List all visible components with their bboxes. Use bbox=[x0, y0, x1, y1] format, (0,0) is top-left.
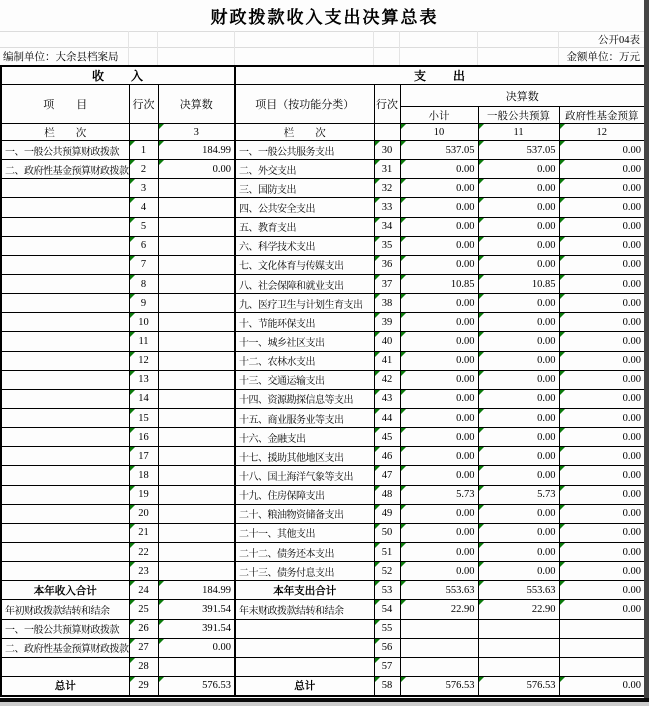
header-expenditure-amount-group[interactable]: 决算数 bbox=[400, 85, 645, 107]
cell-expenditure-general[interactable]: 0.00 bbox=[478, 294, 559, 313]
cell-expenditure-fund[interactable]: 0.00 bbox=[559, 160, 645, 179]
cell-income-item[interactable] bbox=[1, 504, 129, 523]
cell-income-amount[interactable] bbox=[158, 542, 235, 561]
cell-expenditure-subtotal[interactable]: 0.00 bbox=[400, 198, 478, 217]
table-row bbox=[1, 294, 645, 313]
table-row bbox=[1, 370, 645, 389]
column-index-blank[interactable] bbox=[374, 124, 400, 141]
header-gov-fund-budget[interactable]: 政府性基金预算 bbox=[559, 107, 645, 124]
cell-income-amount[interactable] bbox=[158, 351, 235, 370]
cell-expenditure-line-no[interactable]: 56 bbox=[374, 638, 400, 657]
cell-expenditure-item[interactable]: 十四、资源勘探信息等支出 bbox=[235, 389, 374, 408]
cell-expenditure-general[interactable]: 0.00 bbox=[478, 447, 559, 466]
cell-income-amount[interactable] bbox=[158, 294, 235, 313]
cell-expenditure-line-no[interactable]: 33 bbox=[374, 198, 400, 217]
cell-expenditure-general[interactable] bbox=[478, 619, 559, 638]
cell-income-line-no[interactable]: 11 bbox=[129, 332, 158, 351]
cell-income-amount[interactable]: 576.53 bbox=[158, 676, 235, 695]
cell-expenditure-item[interactable]: 一、一般公共服务支出 bbox=[235, 141, 374, 160]
cell-income-item[interactable] bbox=[1, 217, 129, 236]
column-index-income-amount[interactable]: 3 bbox=[158, 124, 235, 141]
cell-expenditure-subtotal[interactable]: 0.00 bbox=[400, 332, 478, 351]
table-row bbox=[1, 600, 645, 619]
cell-income-item[interactable] bbox=[1, 485, 129, 504]
table-row bbox=[1, 313, 645, 332]
cell-expenditure-item[interactable]: 年末财政拨款结转和结余 bbox=[235, 600, 374, 619]
cell-income-amount[interactable] bbox=[158, 408, 235, 427]
cell-expenditure-general[interactable]: 0.00 bbox=[478, 332, 559, 351]
table-row bbox=[1, 676, 645, 695]
cell-expenditure-item[interactable]: 二、外交支出 bbox=[235, 160, 374, 179]
cell-expenditure-line-no[interactable]: 36 bbox=[374, 255, 400, 274]
table-row bbox=[1, 466, 645, 485]
cell-expenditure-subtotal[interactable] bbox=[400, 619, 478, 638]
cell-income-amount[interactable] bbox=[158, 657, 235, 676]
cell-expenditure-fund[interactable] bbox=[559, 657, 645, 676]
cell-expenditure-line-no[interactable]: 49 bbox=[374, 504, 400, 523]
cell-expenditure-item[interactable]: 十一、城乡社区支出 bbox=[235, 332, 374, 351]
cell-expenditure-general[interactable]: 0.00 bbox=[478, 160, 559, 179]
cell-expenditure-line-no[interactable]: 40 bbox=[374, 332, 400, 351]
cell-expenditure-subtotal[interactable]: 0.00 bbox=[400, 466, 478, 485]
cell-income-amount[interactable] bbox=[158, 523, 235, 542]
cell-expenditure-line-no[interactable]: 41 bbox=[374, 351, 400, 370]
cell-expenditure-line-no[interactable]: 52 bbox=[374, 562, 400, 581]
cell-income-amount[interactable] bbox=[158, 447, 235, 466]
cell-income-amount[interactable] bbox=[158, 198, 235, 217]
cell-income-line-no[interactable]: 1 bbox=[129, 141, 158, 160]
cell-expenditure-general[interactable]: 576.53 bbox=[478, 676, 559, 695]
cell-expenditure-fund[interactable]: 0.00 bbox=[559, 581, 645, 600]
cell-expenditure-line-no[interactable]: 37 bbox=[374, 274, 400, 293]
cell-expenditure-item[interactable]: 二十、粮油物资储备支出 bbox=[235, 504, 374, 523]
cell-expenditure-general[interactable]: 0.00 bbox=[478, 255, 559, 274]
cell-income-line-no[interactable]: 28 bbox=[129, 657, 158, 676]
cell-income-line-no[interactable]: 18 bbox=[129, 466, 158, 485]
cell-expenditure-item[interactable] bbox=[235, 638, 374, 657]
table-row bbox=[1, 619, 645, 638]
table-row bbox=[1, 523, 645, 542]
cell-expenditure-general[interactable]: 10.85 bbox=[478, 274, 559, 293]
table-row bbox=[1, 485, 645, 504]
cell-expenditure-line-no[interactable]: 53 bbox=[374, 581, 400, 600]
cell-expenditure-line-no[interactable]: 55 bbox=[374, 619, 400, 638]
cell-expenditure-subtotal[interactable]: 0.00 bbox=[400, 428, 478, 447]
cell-income-amount[interactable] bbox=[158, 428, 235, 447]
sheet-code-label: 公开04表 bbox=[598, 35, 640, 46]
table-row bbox=[1, 542, 645, 561]
cell-income-amount[interactable] bbox=[158, 466, 235, 485]
cell-income-amount[interactable] bbox=[158, 389, 235, 408]
cell-expenditure-general[interactable]: 0.00 bbox=[478, 179, 559, 198]
table-row bbox=[1, 638, 645, 657]
cell-income-amount[interactable] bbox=[158, 236, 235, 255]
cell-income-item[interactable]: 一、一般公共预算财政拨款 bbox=[1, 619, 129, 638]
cell-income-amount[interactable]: 0.00 bbox=[158, 638, 235, 657]
cell-expenditure-subtotal[interactable]: 0.00 bbox=[400, 236, 478, 255]
cell-income-amount[interactable]: 184.99 bbox=[158, 141, 235, 160]
cell-expenditure-item[interactable]: 二十二、债务还本支出 bbox=[235, 542, 374, 561]
cell-expenditure-subtotal[interactable]: 10.85 bbox=[400, 274, 478, 293]
cell-expenditure-subtotal[interactable]: 0.00 bbox=[400, 313, 478, 332]
cell-income-item[interactable] bbox=[1, 447, 129, 466]
cell-income-item[interactable]: 年初财政拨款结转和结余 bbox=[1, 600, 129, 619]
cell-expenditure-item[interactable]: 十六、金融支出 bbox=[235, 428, 374, 447]
cell-expenditure-general[interactable] bbox=[478, 657, 559, 676]
cell-expenditure-subtotal[interactable]: 0.00 bbox=[400, 562, 478, 581]
cell-expenditure-fund[interactable] bbox=[559, 619, 645, 638]
cell-expenditure-line-no[interactable]: 44 bbox=[374, 408, 400, 427]
cell-expenditure-subtotal[interactable]: 0.00 bbox=[400, 294, 478, 313]
table-row bbox=[1, 332, 645, 351]
cell-expenditure-subtotal[interactable]: 0.00 bbox=[400, 504, 478, 523]
final-accounts-table bbox=[0, 65, 646, 697]
column-index-label-income[interactable]: 栏 次 bbox=[1, 124, 129, 141]
faint-gridline bbox=[234, 31, 235, 65]
cell-expenditure-subtotal[interactable]: 0.00 bbox=[400, 351, 478, 370]
cell-expenditure-line-no[interactable]: 32 bbox=[374, 179, 400, 198]
table-row bbox=[1, 255, 645, 274]
faint-gridline bbox=[558, 31, 559, 65]
cell-expenditure-line-no[interactable]: 35 bbox=[374, 236, 400, 255]
cell-expenditure-fund[interactable]: 0.00 bbox=[559, 179, 645, 198]
cell-income-amount[interactable] bbox=[158, 504, 235, 523]
cell-income-item[interactable] bbox=[1, 657, 129, 676]
cell-expenditure-fund[interactable]: 0.00 bbox=[559, 523, 645, 542]
cell-expenditure-line-no[interactable]: 50 bbox=[374, 523, 400, 542]
cell-income-item[interactable]: 本年收入合计 bbox=[1, 581, 129, 600]
cell-expenditure-general[interactable]: 0.00 bbox=[478, 236, 559, 255]
prepared-by-label: 编制单位：大余县档案局 bbox=[3, 52, 119, 63]
cell-expenditure-item[interactable]: 十、节能环保支出 bbox=[235, 313, 374, 332]
cell-expenditure-subtotal[interactable]: 0.00 bbox=[400, 160, 478, 179]
cell-expenditure-item[interactable]: 本年支出合计 bbox=[235, 581, 374, 600]
cell-income-amount[interactable]: 0.00 bbox=[158, 160, 235, 179]
cell-income-line-no[interactable]: 23 bbox=[129, 562, 158, 581]
cell-income-amount[interactable]: 391.54 bbox=[158, 619, 235, 638]
page-title: 财政拨款收入支出决算总表 bbox=[210, 8, 439, 27]
cell-income-line-no[interactable]: 27 bbox=[129, 638, 158, 657]
cell-expenditure-fund[interactable]: 0.00 bbox=[559, 485, 645, 504]
cell-income-amount[interactable] bbox=[158, 313, 235, 332]
cell-expenditure-line-no[interactable]: 46 bbox=[374, 447, 400, 466]
cell-expenditure-fund[interactable]: 0.00 bbox=[559, 141, 645, 160]
table-row bbox=[1, 562, 645, 581]
cell-expenditure-item[interactable]: 十五、商业服务业等支出 bbox=[235, 408, 374, 427]
window-bottom-edge bbox=[0, 702, 649, 706]
cell-expenditure-fund[interactable]: 0.00 bbox=[559, 255, 645, 274]
faint-gridline bbox=[128, 31, 129, 65]
cell-income-amount[interactable] bbox=[158, 370, 235, 389]
cell-expenditure-item[interactable]: 二十一、其他支出 bbox=[235, 523, 374, 542]
cell-income-line-no[interactable]: 5 bbox=[129, 217, 158, 236]
cell-income-item[interactable] bbox=[1, 236, 129, 255]
cell-expenditure-subtotal[interactable]: 5.73 bbox=[400, 485, 478, 504]
cell-expenditure-line-no[interactable]: 31 bbox=[374, 160, 400, 179]
table-row bbox=[1, 179, 645, 198]
cell-expenditure-line-no[interactable]: 48 bbox=[374, 485, 400, 504]
cell-expenditure-line-no[interactable]: 45 bbox=[374, 428, 400, 447]
cell-expenditure-subtotal[interactable] bbox=[400, 657, 478, 676]
header-expenditure-line-no[interactable]: 行次 bbox=[374, 85, 400, 124]
cell-expenditure-general[interactable]: 0.00 bbox=[478, 370, 559, 389]
cell-income-line-no[interactable]: 15 bbox=[129, 408, 158, 427]
cell-income-amount[interactable] bbox=[158, 255, 235, 274]
cell-expenditure-line-no[interactable]: 54 bbox=[374, 600, 400, 619]
cell-income-line-no[interactable]: 8 bbox=[129, 274, 158, 293]
cell-expenditure-line-no[interactable]: 57 bbox=[374, 657, 400, 676]
cell-income-line-no[interactable]: 17 bbox=[129, 447, 158, 466]
cell-expenditure-subtotal[interactable]: 0.00 bbox=[400, 217, 478, 236]
table-row bbox=[1, 389, 645, 408]
cell-expenditure-line-no[interactable]: 43 bbox=[374, 389, 400, 408]
cell-expenditure-general[interactable]: 5.73 bbox=[478, 485, 559, 504]
faint-gridline bbox=[157, 31, 158, 65]
cell-income-line-no[interactable]: 9 bbox=[129, 294, 158, 313]
column-index-general[interactable]: 11 bbox=[478, 124, 559, 141]
cell-expenditure-item[interactable]: 四、公共安全支出 bbox=[235, 198, 374, 217]
cell-expenditure-fund[interactable]: 0.00 bbox=[559, 236, 645, 255]
cell-expenditure-general[interactable]: 22.90 bbox=[478, 600, 559, 619]
table-row bbox=[1, 217, 645, 236]
cell-income-item[interactable] bbox=[1, 332, 129, 351]
cell-expenditure-fund[interactable]: 0.00 bbox=[559, 600, 645, 619]
cell-income-item[interactable] bbox=[1, 274, 129, 293]
cell-income-amount[interactable] bbox=[158, 562, 235, 581]
cell-expenditure-general[interactable]: 0.00 bbox=[478, 408, 559, 427]
cell-expenditure-line-no[interactable]: 58 bbox=[374, 676, 400, 695]
cell-expenditure-fund[interactable]: 0.00 bbox=[559, 504, 645, 523]
cell-expenditure-item[interactable]: 二十三、债务付息支出 bbox=[235, 562, 374, 581]
cell-expenditure-fund[interactable]: 0.00 bbox=[559, 562, 645, 581]
cell-income-line-no[interactable]: 4 bbox=[129, 198, 158, 217]
cell-expenditure-item[interactable]: 九、医疗卫生与计划生育支出 bbox=[235, 294, 374, 313]
faint-gridline bbox=[399, 31, 400, 65]
cell-expenditure-fund[interactable]: 0.00 bbox=[559, 408, 645, 427]
cell-expenditure-line-no[interactable]: 38 bbox=[374, 294, 400, 313]
cell-expenditure-fund[interactable]: 0.00 bbox=[559, 370, 645, 389]
cell-expenditure-item[interactable]: 五、教育支出 bbox=[235, 217, 374, 236]
table-row bbox=[1, 447, 645, 466]
cell-expenditure-fund[interactable]: 0.00 bbox=[559, 313, 645, 332]
cell-income-item[interactable] bbox=[1, 351, 129, 370]
cell-expenditure-subtotal[interactable]: 537.05 bbox=[400, 141, 478, 160]
table-row bbox=[1, 141, 645, 160]
cell-income-line-no[interactable]: 6 bbox=[129, 236, 158, 255]
cell-expenditure-general[interactable]: 0.00 bbox=[478, 562, 559, 581]
cell-expenditure-general[interactable]: 0.00 bbox=[478, 351, 559, 370]
cell-expenditure-item[interactable]: 十二、农林水支出 bbox=[235, 351, 374, 370]
cell-expenditure-general[interactable]: 0.00 bbox=[478, 428, 559, 447]
table-row bbox=[1, 504, 645, 523]
cell-income-item[interactable] bbox=[1, 198, 129, 217]
cell-expenditure-general[interactable]: 0.00 bbox=[478, 504, 559, 523]
cell-expenditure-subtotal[interactable]: 0.00 bbox=[400, 523, 478, 542]
income-section-header[interactable]: 收 入 bbox=[1, 66, 235, 85]
cell-income-amount[interactable] bbox=[158, 485, 235, 504]
cell-income-item[interactable] bbox=[1, 466, 129, 485]
cell-income-item[interactable] bbox=[1, 370, 129, 389]
cell-expenditure-general[interactable]: 0.00 bbox=[478, 313, 559, 332]
cell-expenditure-subtotal[interactable]: 0.00 bbox=[400, 389, 478, 408]
cell-expenditure-item[interactable]: 六、科学技术支出 bbox=[235, 236, 374, 255]
cell-expenditure-subtotal[interactable]: 0.00 bbox=[400, 408, 478, 427]
cell-expenditure-fund[interactable]: 0.00 bbox=[559, 389, 645, 408]
header-expenditure-item[interactable]: 项目（按功能分类） bbox=[235, 85, 374, 124]
header-general-public-budget[interactable]: 一般公共预算 bbox=[478, 107, 559, 124]
cell-expenditure-fund[interactable]: 0.00 bbox=[559, 466, 645, 485]
cell-expenditure-line-no[interactable]: 42 bbox=[374, 370, 400, 389]
cell-income-item[interactable] bbox=[1, 562, 129, 581]
cell-expenditure-subtotal[interactable]: 576.53 bbox=[400, 676, 478, 695]
cell-income-line-no[interactable]: 19 bbox=[129, 485, 158, 504]
cell-expenditure-fund[interactable] bbox=[559, 638, 645, 657]
faint-gridline bbox=[477, 31, 478, 65]
cell-expenditure-subtotal[interactable]: 0.00 bbox=[400, 447, 478, 466]
table-row bbox=[1, 657, 645, 676]
cell-income-amount[interactable] bbox=[158, 179, 235, 198]
cell-expenditure-subtotal[interactable]: 0.00 bbox=[400, 179, 478, 198]
cell-expenditure-item[interactable] bbox=[235, 619, 374, 638]
cell-income-item[interactable] bbox=[1, 408, 129, 427]
column-index-subtotal[interactable]: 10 bbox=[400, 124, 478, 141]
cell-income-line-no[interactable]: 2 bbox=[129, 160, 158, 179]
cell-income-line-no[interactable]: 20 bbox=[129, 504, 158, 523]
cell-income-item[interactable]: 二、政府性基金预算财政拨款 bbox=[1, 638, 129, 657]
header-income-item[interactable]: 项 目 bbox=[1, 85, 129, 124]
meta-row-sheet-code bbox=[0, 31, 649, 48]
cell-expenditure-general[interactable] bbox=[478, 638, 559, 657]
cell-income-amount[interactable]: 391.54 bbox=[158, 600, 235, 619]
cell-expenditure-item[interactable]: 七、文化体育与传媒支出 bbox=[235, 255, 374, 274]
cell-expenditure-fund[interactable]: 0.00 bbox=[559, 676, 645, 695]
column-index-label-expenditure[interactable]: 栏 次 bbox=[235, 124, 374, 141]
window-right-edge bbox=[644, 0, 649, 698]
amount-unit-label: 金额单位：万元 bbox=[566, 52, 640, 63]
cell-expenditure-item[interactable]: 十八、国土海洋气象等支出 bbox=[235, 466, 374, 485]
column-index-fund[interactable]: 12 bbox=[559, 124, 645, 141]
cell-income-line-no[interactable]: 14 bbox=[129, 389, 158, 408]
cell-expenditure-fund[interactable]: 0.00 bbox=[559, 294, 645, 313]
cell-expenditure-item[interactable]: 八、社会保障和就业支出 bbox=[235, 274, 374, 293]
expenditure-section-header[interactable]: 支 出 bbox=[235, 66, 645, 85]
cell-income-line-no[interactable]: 3 bbox=[129, 179, 158, 198]
cell-expenditure-line-no[interactable]: 30 bbox=[374, 141, 400, 160]
cell-expenditure-general[interactable]: 553.63 bbox=[478, 581, 559, 600]
cell-expenditure-general[interactable]: 0.00 bbox=[478, 542, 559, 561]
cell-income-line-no[interactable]: 10 bbox=[129, 313, 158, 332]
cell-expenditure-general[interactable]: 0.00 bbox=[478, 389, 559, 408]
meta-row-unit bbox=[0, 48, 649, 65]
cell-income-item[interactable] bbox=[1, 179, 129, 198]
cell-income-item[interactable] bbox=[1, 255, 129, 274]
cell-expenditure-fund[interactable]: 0.00 bbox=[559, 542, 645, 561]
cell-expenditure-fund[interactable]: 0.00 bbox=[559, 274, 645, 293]
cell-income-item[interactable]: 二、政府性基金预算财政拨款 bbox=[1, 160, 129, 179]
cell-expenditure-fund[interactable]: 0.00 bbox=[559, 428, 645, 447]
faint-gridline bbox=[373, 31, 374, 65]
cell-income-line-no[interactable]: 29 bbox=[129, 676, 158, 695]
cell-expenditure-line-no[interactable]: 39 bbox=[374, 313, 400, 332]
cell-expenditure-fund[interactable]: 0.00 bbox=[559, 447, 645, 466]
cell-expenditure-line-no[interactable]: 34 bbox=[374, 217, 400, 236]
cell-income-amount[interactable]: 184.99 bbox=[158, 581, 235, 600]
cell-income-line-no[interactable]: 24 bbox=[129, 581, 158, 600]
cell-expenditure-item[interactable]: 十九、住房保障支出 bbox=[235, 485, 374, 504]
cell-income-line-no[interactable]: 7 bbox=[129, 255, 158, 274]
cell-expenditure-general[interactable]: 0.00 bbox=[478, 217, 559, 236]
table-row bbox=[1, 160, 645, 179]
cell-expenditure-item[interactable]: 三、国防支出 bbox=[235, 179, 374, 198]
cell-income-line-no[interactable]: 13 bbox=[129, 370, 158, 389]
table-row bbox=[1, 428, 645, 447]
table-row bbox=[1, 236, 645, 255]
table-row bbox=[1, 351, 645, 370]
cell-expenditure-subtotal[interactable]: 0.00 bbox=[400, 542, 478, 561]
cell-expenditure-item[interactable] bbox=[235, 657, 374, 676]
cell-expenditure-fund[interactable]: 0.00 bbox=[559, 332, 645, 351]
cell-income-item[interactable] bbox=[1, 389, 129, 408]
cell-income-line-no[interactable]: 26 bbox=[129, 619, 158, 638]
cell-expenditure-general[interactable]: 0.00 bbox=[478, 466, 559, 485]
table-row bbox=[1, 408, 645, 427]
header-income-amount[interactable]: 决算数 bbox=[158, 85, 235, 124]
table-row bbox=[1, 581, 645, 600]
cell-income-amount[interactable] bbox=[158, 274, 235, 293]
cell-income-item[interactable]: 一、一般公共预算财政拨款 bbox=[1, 141, 129, 160]
header-subtotal[interactable]: 小计 bbox=[400, 107, 478, 124]
cell-income-item[interactable] bbox=[1, 542, 129, 561]
cell-income-item[interactable] bbox=[1, 294, 129, 313]
cell-expenditure-line-no[interactable]: 47 bbox=[374, 466, 400, 485]
cell-expenditure-general[interactable]: 0.00 bbox=[478, 198, 559, 217]
cell-expenditure-subtotal[interactable]: 0.00 bbox=[400, 255, 478, 274]
header-income-line-no[interactable]: 行次 bbox=[129, 85, 158, 124]
cell-income-amount[interactable] bbox=[158, 332, 235, 351]
table-row bbox=[1, 274, 645, 293]
cell-expenditure-subtotal[interactable]: 0.00 bbox=[400, 370, 478, 389]
cell-income-line-no[interactable]: 21 bbox=[129, 523, 158, 542]
cell-expenditure-item[interactable]: 十三、交通运输支出 bbox=[235, 370, 374, 389]
cell-income-line-no[interactable]: 12 bbox=[129, 351, 158, 370]
cell-expenditure-subtotal[interactable]: 22.90 bbox=[400, 600, 478, 619]
cell-expenditure-subtotal[interactable] bbox=[400, 638, 478, 657]
column-index-blank[interactable] bbox=[129, 124, 158, 141]
cell-expenditure-general[interactable]: 0.00 bbox=[478, 523, 559, 542]
cell-income-amount[interactable] bbox=[158, 217, 235, 236]
cell-income-line-no[interactable]: 16 bbox=[129, 428, 158, 447]
table-row bbox=[1, 198, 645, 217]
cell-expenditure-fund[interactable]: 0.00 bbox=[559, 217, 645, 236]
cell-income-item[interactable]: 总计 bbox=[1, 676, 129, 695]
cell-expenditure-line-no[interactable]: 51 bbox=[374, 542, 400, 561]
cell-expenditure-subtotal[interactable]: 553.63 bbox=[400, 581, 478, 600]
cell-expenditure-fund[interactable]: 0.00 bbox=[559, 198, 645, 217]
cell-income-line-no[interactable]: 22 bbox=[129, 542, 158, 561]
cell-expenditure-item[interactable]: 十七、援助其他地区支出 bbox=[235, 447, 374, 466]
cell-expenditure-item[interactable]: 总计 bbox=[235, 676, 374, 695]
cell-expenditure-fund[interactable]: 0.00 bbox=[559, 351, 645, 370]
cell-expenditure-general[interactable]: 537.05 bbox=[478, 141, 559, 160]
cell-income-item[interactable] bbox=[1, 523, 129, 542]
cell-income-item[interactable] bbox=[1, 313, 129, 332]
cell-income-item[interactable] bbox=[1, 428, 129, 447]
cell-income-line-no[interactable]: 25 bbox=[129, 600, 158, 619]
